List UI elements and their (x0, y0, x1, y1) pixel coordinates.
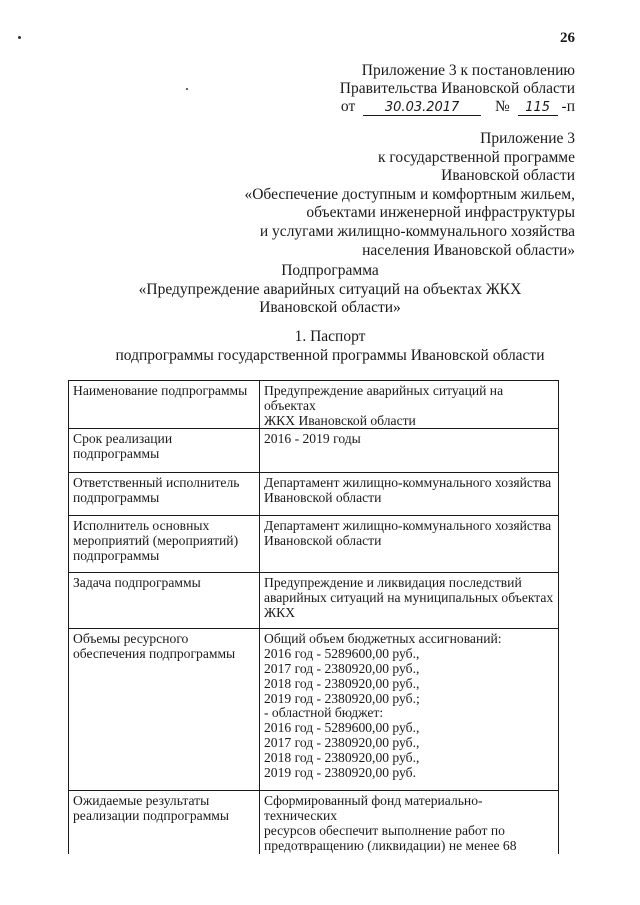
row-value-cell (260, 791, 559, 855)
cell-line: предотвращению (ликвидации) не менее 68 (264, 837, 517, 853)
passport-table (68, 380, 559, 854)
cell-line: Предупреждение и ликвидация последствий (264, 575, 522, 591)
handwritten-date: 30.03.2017 (363, 100, 481, 116)
cell-line: подпрограммы (73, 446, 160, 462)
cell-line: мероприятий (мероприятий) (73, 533, 239, 549)
appendix-line: Приложение 3 к постановлению (361, 62, 575, 79)
cell-line: 2017 год - 2380920,00 руб., (264, 734, 420, 750)
cell-line: Исполнитель основных (73, 518, 210, 534)
cell-line: Департамент жилищно-коммунального хозяйства (264, 475, 552, 491)
appendix-line: и услугами жилищно-коммунального хозяйства (259, 222, 575, 240)
appendix-line: объектами инженерной инфраструктуры (306, 204, 575, 222)
page-number: 26 (560, 30, 575, 46)
cell-line: ресурсов обеспечит выполнение работ по (264, 822, 505, 838)
cell-line: реализации подпрограммы (73, 808, 230, 824)
cell-line: 2018 год - 2380920,00 руб., (264, 675, 420, 691)
table-row (69, 516, 559, 573)
cell-line: ЖКХ (264, 604, 296, 620)
number-suffix: -п (561, 98, 575, 115)
row-key-cell (69, 629, 260, 791)
cell-line: подпрограммы (73, 490, 160, 506)
row-key-cell (69, 381, 260, 429)
row-value-cell (260, 573, 559, 629)
appendix-line: Приложение 3 (480, 130, 575, 147)
from-label: от (340, 98, 356, 115)
table-row (69, 429, 559, 473)
cell-line: подпрограммы (73, 547, 160, 563)
cell-line: Ивановской области (264, 533, 382, 549)
cell-line: 2016 год - 5289600,00 руб., (264, 646, 420, 662)
row-value-cell (260, 629, 559, 791)
cell-line: 2019 год - 2380920,00 руб.; (264, 690, 420, 706)
cell-line: Срок реализации (73, 431, 173, 447)
scan-speck (186, 88, 188, 90)
cell-line: 2018 год - 2380920,00 руб., (264, 749, 420, 765)
appendix-line: Правительства Ивановской области (339, 80, 575, 97)
cell-line: Ивановской области (264, 490, 382, 506)
row-key-cell (69, 573, 260, 629)
row-value-cell (260, 516, 559, 573)
row-key-cell (69, 429, 260, 473)
cell-line: Предупреждение аварийных ситуаций на объектах (264, 383, 504, 413)
row-key-cell (69, 516, 260, 573)
row-key-cell (69, 473, 260, 516)
scan-speck (18, 36, 21, 39)
appendix-line: «Обеспечение доступным и комфортным жильем, (244, 185, 575, 203)
table-row (69, 573, 559, 629)
cell-line: 2016 - 2019 годы (264, 431, 361, 447)
cell-line: 2016 год - 5289600,00 руб., (264, 720, 420, 736)
cell-line: 2019 год - 2380920,00 руб. (264, 764, 416, 780)
resolution-appendix-header (300, 62, 575, 116)
cell-line: ЖКХ Ивановской области (264, 412, 416, 428)
appendix-line: населения Ивановской области» (362, 241, 575, 259)
cell-line: Общий объем бюджетных ассигнований: (264, 631, 502, 647)
subprogram-title (60, 262, 600, 318)
table-row (69, 629, 559, 791)
cell-line: - областной бюджет: (264, 705, 384, 721)
row-value-cell (260, 473, 559, 516)
cell-line: Ответственный исполнитель (73, 475, 240, 491)
row-key-cell (69, 791, 260, 855)
appendix-line: к государственной программе (377, 148, 575, 166)
cell-line: 2017 год - 2380920,00 руб., (264, 660, 420, 676)
cell-line: Сформированный фонд материально-технических (264, 793, 483, 824)
cell-line: обеспечения подпрограммы (73, 646, 236, 662)
cell-line: Задача подпрограммы (73, 575, 201, 591)
row-value-cell (260, 381, 559, 429)
title-line: «Предупреждение аварийных ситуаций на объектах ЖКХ (138, 280, 522, 298)
appendix-line: Ивановской области (441, 167, 575, 185)
number-label: № (494, 98, 510, 115)
title-line: 1. Паспорт (294, 328, 366, 345)
table-row (69, 791, 559, 855)
title-line: Ивановской области» (259, 299, 401, 316)
program-appendix-header (230, 130, 575, 260)
title-line: Подпрограмма (281, 262, 379, 279)
table-row (69, 473, 559, 516)
cell-line: Ожидаемые результаты (73, 793, 210, 809)
cell-line: Департамент жилищно-коммунального хозяйства (264, 518, 552, 534)
cell-line: Наименование подпрограммы (73, 383, 248, 398)
table-row (69, 381, 559, 429)
row-value-cell (260, 429, 559, 473)
handwritten-number: 115 (518, 100, 558, 116)
passport-title (60, 328, 600, 365)
cell-line: аварийных ситуаций на муниципальных объектах (264, 590, 554, 606)
title-line: подпрограммы государственной программы Ивановской области (115, 346, 545, 364)
resolution-date-number-line (300, 98, 575, 116)
cell-line: Объемы ресурсного (73, 631, 189, 647)
